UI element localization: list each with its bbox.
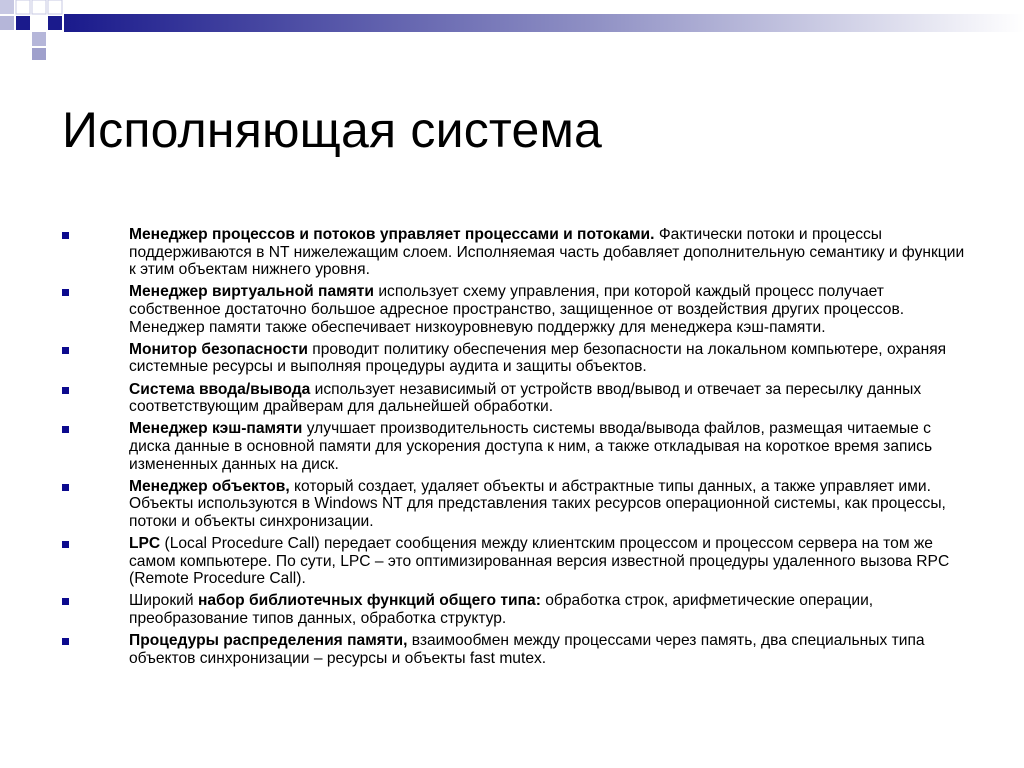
bullet-bold: Система ввода/вывода: [129, 380, 311, 398]
bullet-text: обработка строк, арифметические операции, преобразование типов данных, обработка структур.: [129, 592, 874, 628]
bullet-text: использует схему управления, при которой каждый процесс получает собственное достаточно большое адресное пространство, защищенное от воздействия других процессов. Менеджер памяти также обеспечивает низкоуровневую поддержку для менеджера кэш-памяти.: [129, 283, 905, 336]
bullet-square-icon: [62, 426, 69, 433]
bullet-item: [62, 420, 972, 473]
bullet-bold: Менеджер кэш-памяти: [129, 420, 303, 438]
bullet-text: который создает, удаляет объекты и абстрактные типы данных, а также управляет ими. Объекты используются в Windows NT для представления таких ресурсов операционной системы, как процессы, потоки и объекты синхронизации.: [129, 477, 946, 530]
bullet-bold: Менеджер объектов,: [129, 477, 290, 495]
decorative-header: [0, 0, 1024, 64]
bullet-bold: Менеджер процессов и потоков управляет процессами и потоками.: [129, 226, 655, 243]
bullet-bold: набор библиотечных функций общего типа:: [197, 592, 541, 610]
bullet-square-icon: [62, 638, 69, 645]
bullet-list: [62, 226, 972, 672]
bullet-square-icon: [62, 484, 69, 491]
bullet-text: (Local Procedure Call) передает сообщения между клиентским процессом и процессом сервера на том же самом компьютере. По сути, LPC – это оптимизированная версия известной процедуры удаленного вызова RPC (Remote Procedure Call).: [129, 535, 950, 588]
bullet-item: [62, 381, 972, 416]
slide-title: Исполняющая система: [62, 102, 603, 158]
bullet-text: Фактически потоки и процессы поддерживаются в NT нижележащим слоем. Исполняемая часть добавляет дополнительную семантику и функции к этим объектам нижнего уровня.: [129, 226, 965, 279]
bullet-square-icon: [62, 347, 69, 354]
bullet-item: [62, 341, 972, 376]
bullet-square-icon: [62, 289, 69, 296]
bullet-item: [62, 632, 972, 667]
decorative-squares: [0, 0, 80, 64]
bullet-bold: LPC: [129, 535, 161, 553]
bullet-square-icon: [62, 387, 69, 394]
bullet-text: взаимообмен между процессами через память, два специальных типа объектов синхронизации – ресурсы и объекты fast mutex.: [129, 632, 925, 667]
bullet-bold: Менеджер виртуальной памяти: [129, 283, 374, 301]
bullet-square-icon: [62, 598, 69, 605]
bullet-pre: Широкий: [129, 592, 198, 610]
bullet-text: улучшает производительность системы ввода/вывода файлов, размещая читаемые с диска данные в основной памяти для ускорения доступа к ним, а также откладывая на короткое время запись измененных данных на диск.: [129, 420, 933, 473]
bullet-item: [62, 478, 972, 531]
bullet-square-icon: [62, 541, 69, 548]
bullet-item: [62, 283, 972, 336]
bullet-square-icon: [62, 232, 69, 239]
bullet-item: [62, 535, 972, 588]
bullet-item: [62, 226, 972, 279]
bullet-bold: Монитор безопасности: [129, 340, 308, 358]
bullet-text: проводит политику обеспечения мер безопасности на локальном компьютере, охраняя системные ресурсы и выполняя процедуры аудита и защиты объектов.: [129, 340, 947, 376]
bullet-item: [62, 592, 972, 627]
bullet-text: использует независимый от устройств ввод/вывод и отвечает за пересылку данных соответствующим драйверам для дальнейшей обработки.: [129, 380, 922, 416]
bullet-bold: Процедуры распределения памяти,: [129, 632, 408, 650]
gradient-bar: [64, 14, 1024, 32]
